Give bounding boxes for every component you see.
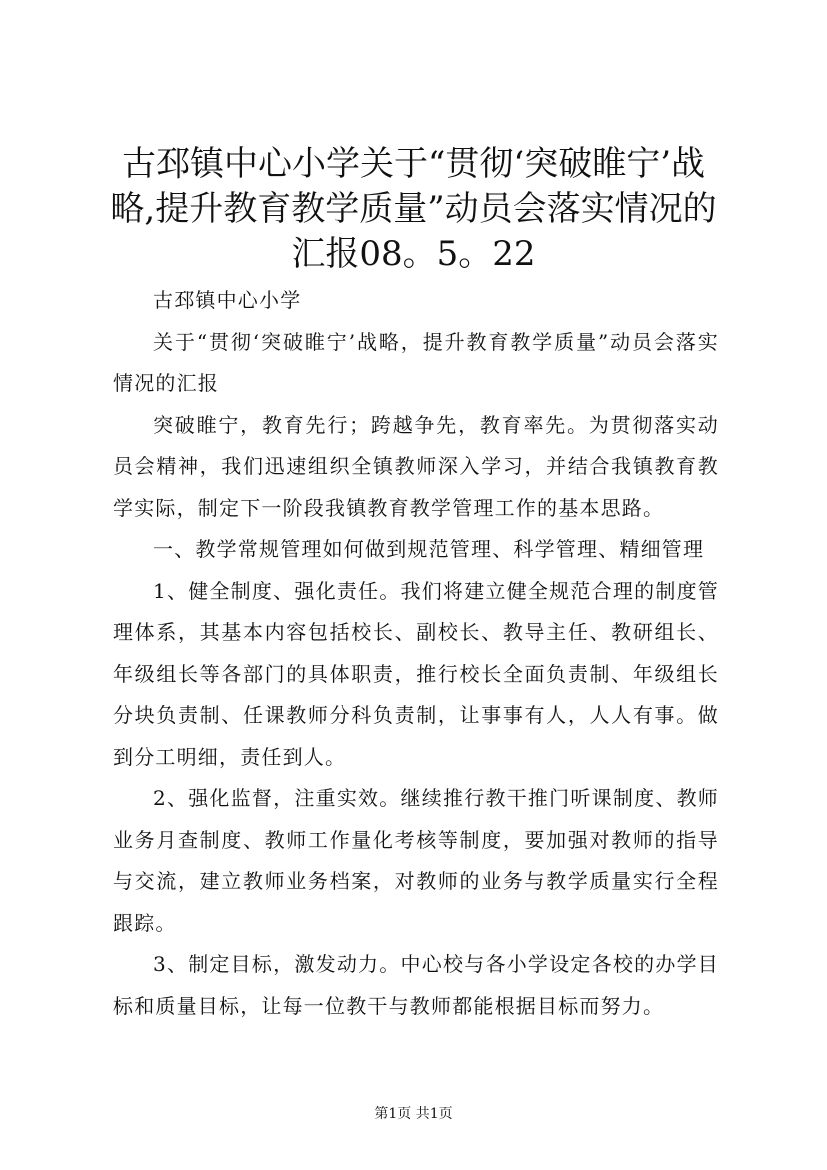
paragraph-item-3: 3、制定目标，激发动力。中心校与各小学设定各校的办学目标和质量目标，让每一位教干与教师都能根据目标而努力。	[113, 952, 719, 1018]
paragraph-item-1: 1、健全制度、强化责任。我们将建立健全规范合理的制度管理体系，其基本内容包括校长、副校长、教导主任、教研组长、年级组长等各部门的具体职责，推行校长全面负责制、年级组长分块负责制、任课教师分科负责制，让事事有人，人人有事。做到分工明细，责任到人。	[113, 578, 719, 769]
paragraph-item-2: 2、强化监督，注重实效。继续推行教干推门听课制度、教师业务月查制度、教师工作量化考核等制度，要加强对教师的指导与交流，建立教师业务档案，对教师的业务与教学质量实行全程跟踪。	[113, 786, 719, 935]
document-body	[113, 280, 719, 1027]
document-title: 古邳镇中心小学关于“贯彻‘突破睢宁’战略,提升教育教学质量”动员会落实情况的汇报08。5。22	[110, 144, 717, 274]
page-footer: 第1页 共1页	[374, 1106, 453, 1122]
paragraph-school-name: 古邳镇中心小学	[153, 288, 302, 312]
paragraph-section-heading: 一、教学常规管理如何做到规范管理、科学管理、精细管理	[153, 537, 705, 561]
paragraph-intro: 突破睢宁，教育先行；跨越争先，教育率先。为贯彻落实动员会精神，我们迅速组织全镇教师深入学习，并结合我镇教育教学实际，制定下一阶段我镇教育教学管理工作的基本思路。	[113, 412, 719, 520]
paragraph-subtitle: 关于“贯彻‘突破睢宁’战略，提升教育教学质量”动员会落实情况的汇报	[113, 329, 719, 395]
